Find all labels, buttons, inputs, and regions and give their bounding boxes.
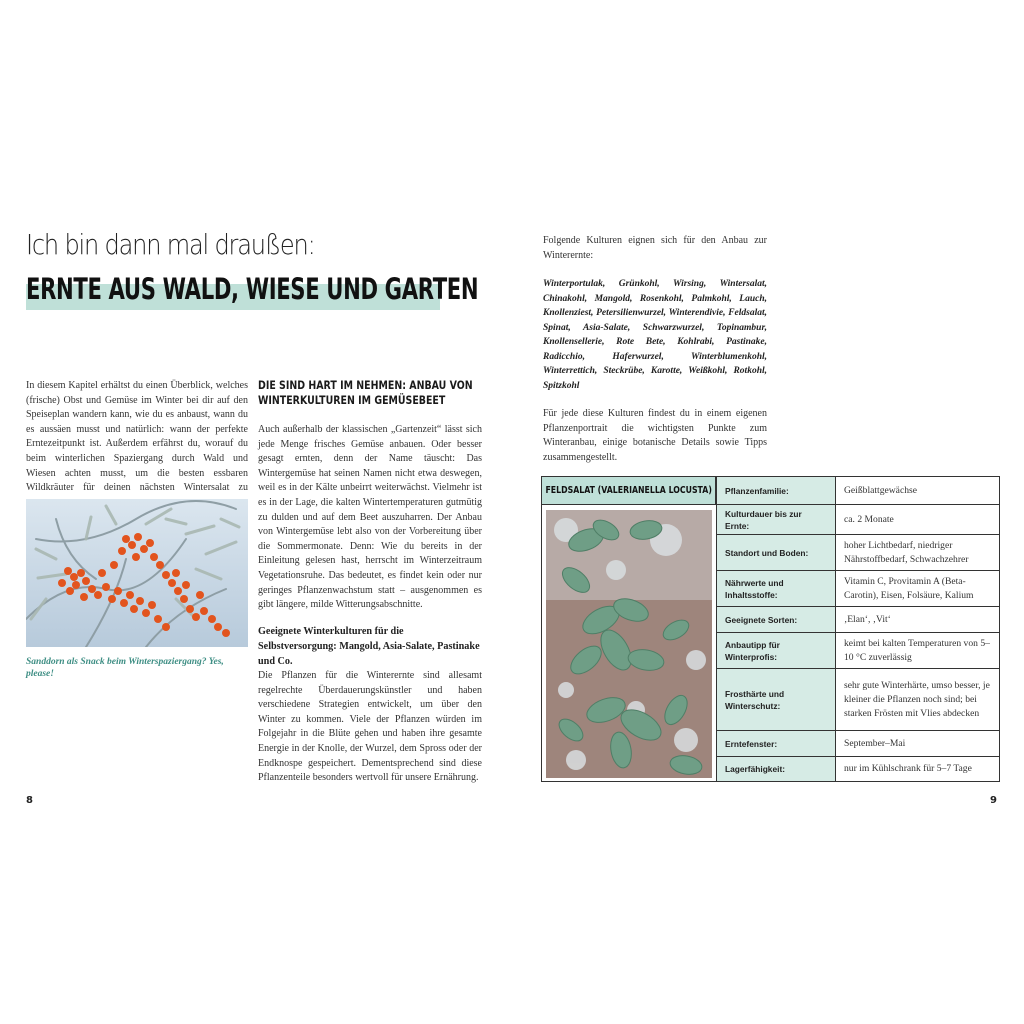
row-value: keimt bei kalten Temperaturen von 5–10 °C zuverlässig xyxy=(844,637,990,663)
table-row xyxy=(716,607,999,633)
row-label: Frosthärte und Winterschutz: xyxy=(716,669,836,730)
intro-paragraph xyxy=(26,379,248,510)
chapter-title-light: Ich bin dann mal draußen: xyxy=(26,228,315,261)
section-paragraph-2 xyxy=(258,669,482,786)
page-number-right: 9 xyxy=(990,795,997,806)
section-text-2: Die Pflanzen für die Winterernte sind allesamt regelrechte Überdauerungskünstler und haben verschiedene Strategien entwickelt, um über den Winter zu kommen. Viele der Pflanzen würden im Folgejahr in die Blüte gehen und haben ihre gesamte Energie in der Knolle, der Wurzel, dem Spross oder der Endknospe gespeichert. Dementsprechend sind diese Pflanzenteile besonders wertvoll für unsere Ernährung. xyxy=(258,670,482,784)
row-label: Anbautipp für Winterprofis: xyxy=(716,633,836,668)
chapter-title-bold: ERNTE AUS WALD, WIESE UND GARTEN xyxy=(26,272,479,306)
row-label: Pflanzenfamilie: xyxy=(716,477,836,504)
table-row xyxy=(716,535,999,571)
crops-intro-text: Folgende Kulturen eignen sich für den Anbau zur Winterernte: xyxy=(543,235,767,261)
row-value: ca. 2 Monate xyxy=(844,513,894,525)
section-paragraph-1 xyxy=(258,423,482,613)
lambs-lettuce-photo xyxy=(546,510,712,778)
row-label: Geeignete Sorten: xyxy=(716,607,836,632)
section-subheading: Geeignete Winterkulturen für die Selbstversorgung: Mangold, Asia-Salate, Pastinake und Co. xyxy=(258,626,480,667)
table-title-cell xyxy=(542,477,716,505)
table-row xyxy=(716,757,999,781)
row-label: Standort und Boden: xyxy=(716,535,836,570)
table-row xyxy=(716,505,999,535)
photo-caption: Sanddorn als Snack beim Winterspaziergang? Yes, please! xyxy=(26,657,224,679)
row-label: Erntefenster: xyxy=(716,731,836,756)
portrait-text: Für jede diese Kulturen findest du in einem eigenen Pflanzenportrait die wichtigsten Punkte zum Winteranbau, einige botanische Details sowie Tipps zusammengestellt. xyxy=(543,408,767,463)
row-label: Nährwerte und Inhaltsstoffe: xyxy=(716,571,836,606)
row-value: hoher Lichtbedarf, niedriger Nährstoffbedarf, Schwachzehrer xyxy=(844,539,969,565)
crops-list: Winterportulak, Grünkohl, Wirsing, Wintersalat, Chinakohl, Mangold, Rosenkohl, Palmkohl, Lauch, Knollenziest, Petersilienwurzel, Winterendivie, Feldsalat, Spinat, Asia-Salate, Schwarzwurzel, Topinambur, Knollensellerie, Rote Bete, Kohlrabi, Pastinake, Radicchio, Haferwurzel, Winterblumenkohl, Winterrettich, Steckrübe, Karotte, Weißkohl, Rotkohl, Spitzkohl xyxy=(543,279,767,391)
table-row xyxy=(716,633,999,669)
intro-text: In diesem Kapitel erhältst du einen Überblick, welches (frische) Obst und Gemüse im Winter bei dir auf den Speiseplan wandern kann, wie du es anbaust, wann du es aussäen musst und natürlich: wann der perfekte Erntezeitpunkt ist. Außerdem erfährst du, worauf du beim winterlichen Spaziergang durch Wald und Wiesen achten musst, um die besten essbaren Wildkräuter für deinen nächsten Wintersalat zu xyxy=(26,380,248,494)
section-text-1: Auch außerhalb der klassischen „Gartenzeit“ lässt sich jede Menge frisches Gemüse anbauen. Oder besser gesagt ernten, denn der Name täuscht: Das Wintergemüse hat seinen Namen nicht etwa deswegen, weil es in der Kälte unbeirrt weiterwächst. Vielmehr ist es in der Lage, die kalten Wintertemperaturen gutmütig zu dulden und auf dem Beet auszuharren. Der Anbau von Wintergemüse lebt also von der Vorbereitung über die Sommermonate. Denn: Wie du bereits in der Einleitung gelesen hast, herrscht im Winterzeitraum Vegetationsruhe. Das bedeutet, es findet kein oder nur geringes Pflanzenwachstum statt – ausgenommen es gibt längere, milde Witterungsabschnitte. xyxy=(258,424,482,611)
table-rows xyxy=(716,477,999,781)
row-value: nur im Kühlschrank für 5–7 Tage xyxy=(844,763,972,774)
page-number-left: 8 xyxy=(26,795,33,806)
crops-intro xyxy=(543,234,767,263)
plant-profile-table xyxy=(541,476,1000,782)
row-value: Geißblattgewächse xyxy=(844,484,917,496)
row-value: September–Mai xyxy=(844,737,906,749)
row-label: Kulturdauer bis zur Ernte: xyxy=(716,505,836,534)
row-value: Vitamin C, Provitamin A (Beta-Carotin), Eisen, Folsäure, Kalium xyxy=(844,575,974,601)
table-row xyxy=(716,477,999,505)
row-label: Lagerfähigkeit: xyxy=(716,757,836,781)
row-value: ‚Elan‘, ‚Vit‘ xyxy=(844,613,891,625)
sea-buckthorn-photo xyxy=(26,499,248,647)
sea-buckthorn-image xyxy=(26,499,248,647)
row-value: sehr gute Winterhärte, umso besser, je kleiner die Pflanzen noch sind; bei starken Frösten mit Vlies abdecken xyxy=(844,679,990,719)
table-row xyxy=(716,669,999,731)
table-row xyxy=(716,571,999,607)
portrait-paragraph xyxy=(543,407,767,465)
section-heading: DIE SIND HART IM NEHMEN: ANBAU VON WINTERKULTUREN IM GEMÜSEBEET xyxy=(258,378,473,407)
table-row xyxy=(716,731,999,757)
table-title: FELDSALAT (VALERIANELLA LOCUSTA) xyxy=(545,485,712,496)
lambs-lettuce-image xyxy=(546,510,712,778)
